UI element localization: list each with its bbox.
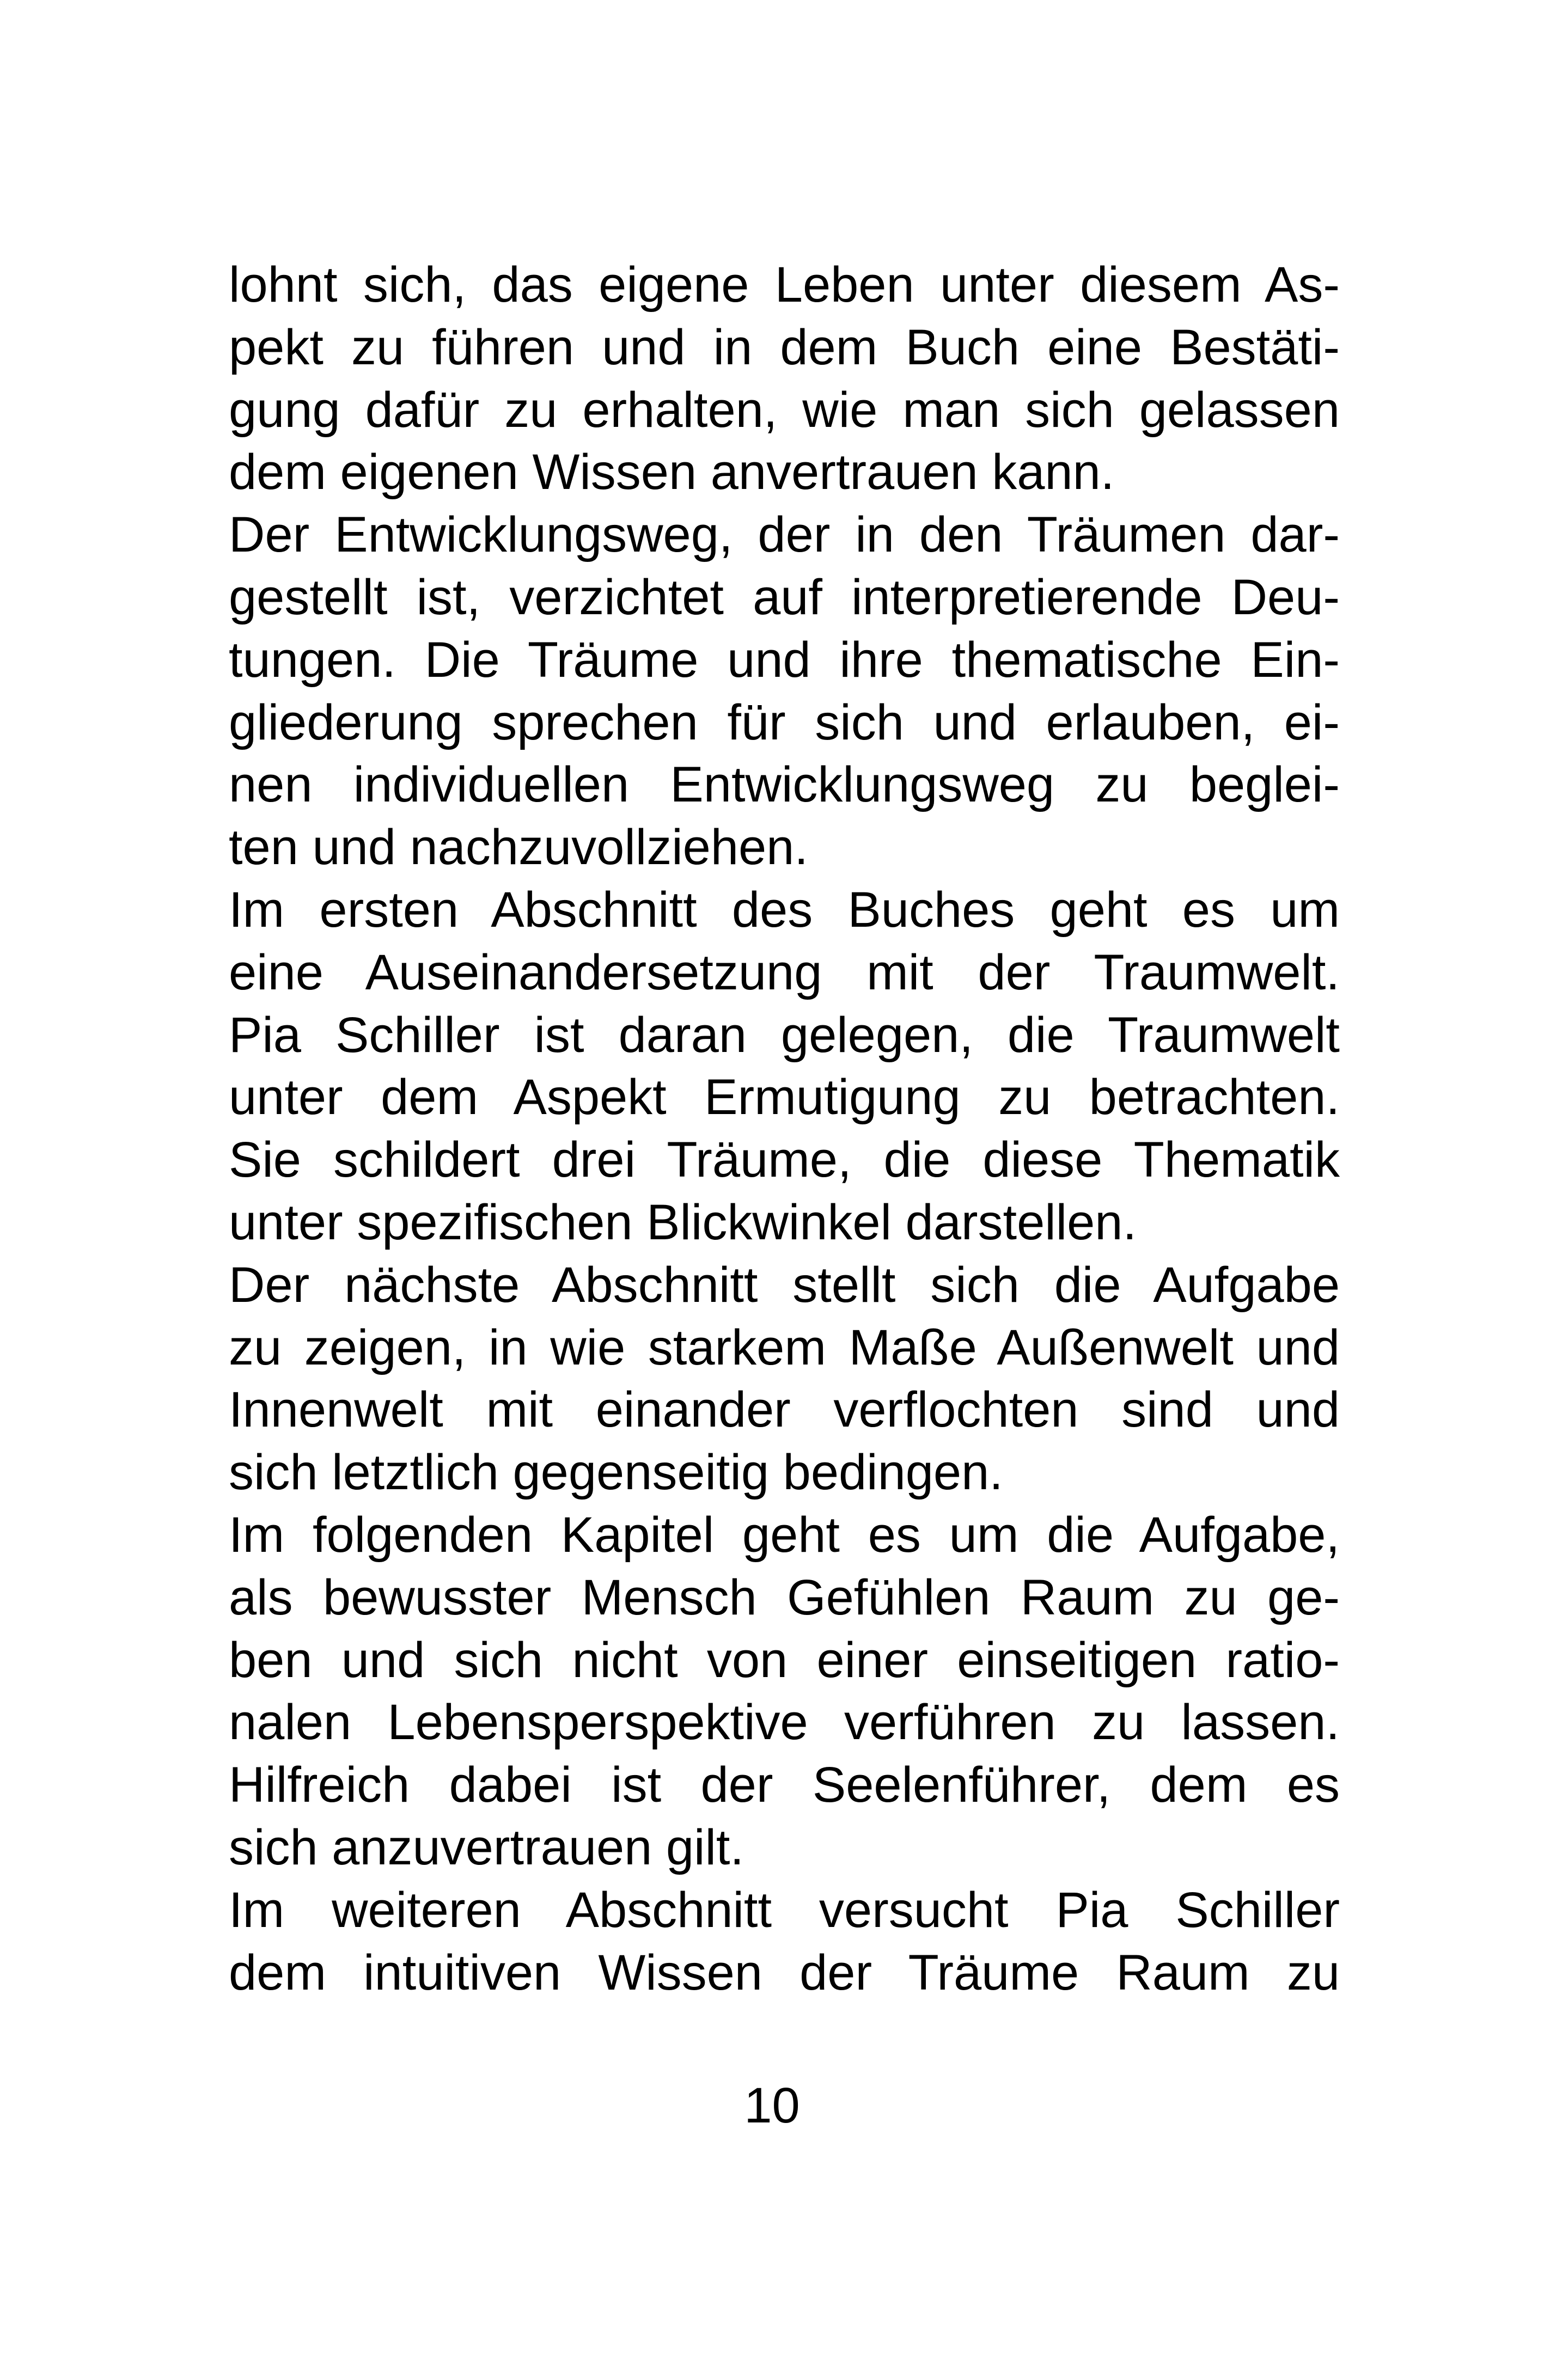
page-number: 10 [744, 2078, 800, 2133]
text-line: sich letztlich gegenseitig bedingen. [229, 1445, 1003, 1501]
text-line: als bewusster Mensch Gefühlen Raum zu ge- [229, 1569, 1340, 1625]
text-line: unter dem Aspekt Ermutigung zu betrachten. [229, 1069, 1340, 1125]
text-line: lohnt sich, das eigene Leben unter diesem As- [229, 257, 1340, 313]
paragraph [229, 1254, 1340, 1504]
paragraph [229, 504, 1340, 879]
text-line: unter spezifischen Blickwinkel darstellen. [229, 1194, 1137, 1250]
text-line: Sie schildert drei Träume, die diese Thematik [229, 1132, 1340, 1188]
paragraph [229, 254, 1340, 504]
text-line: ten und nachzuvollziehen. [229, 819, 808, 876]
text-line: gliederung sprechen für sich und erlauben, ei- [229, 694, 1340, 750]
text-line: Der nächste Abschnitt stellt sich die Aufgabe [229, 1257, 1340, 1313]
text-line: nen individuellen Entwicklungsweg zu beglei- [229, 757, 1340, 813]
text-line: Im folgenden Kapitel geht es um die Aufgabe, [229, 1507, 1340, 1563]
paragraph [229, 1504, 1340, 1879]
text-line: zu zeigen, in wie starkem Maße Außenwelt und [229, 1319, 1340, 1375]
text-line: Der Entwicklungsweg, der in den Träumen dar- [229, 507, 1340, 563]
text-line: pekt zu führen und in dem Buch eine Bestäti- [229, 319, 1340, 375]
text-line: tungen. Die Träume und ihre thematische Ein- [229, 632, 1340, 688]
text-line: Hilfreich dabei ist der Seelenführer, dem es [229, 1757, 1340, 1813]
paragraph [229, 879, 1340, 1254]
text-line: dem eigenen Wissen anvertrauen kann. [229, 444, 1115, 500]
text-line: Im ersten Abschnitt des Buches geht es um [229, 882, 1340, 938]
text-line: sich anzuvertrauen gilt. [229, 1819, 744, 1875]
text-line: gung dafür zu erhalten, wie man sich gelassen [229, 382, 1340, 438]
text-line: Innenwelt mit einander verflochten sind und [229, 1382, 1340, 1438]
text-line: dem intuitiven Wissen der Träume Raum zu [229, 1944, 1340, 2000]
text-line: eine Auseinandersetzung mit der Traumwelt. [229, 944, 1340, 1000]
paragraph [229, 1879, 1340, 2004]
text-line: Pia Schiller ist daran gelegen, die Traumwelt [229, 1007, 1340, 1063]
page-body [229, 254, 1340, 2004]
text-line: gestellt ist, verzichtet auf interpretierende Deu- [229, 569, 1340, 625]
text-line: ben und sich nicht von einer einseitigen ratio- [229, 1632, 1340, 1688]
text-line: Im weiteren Abschnitt versucht Pia Schiller [229, 1882, 1340, 1938]
text-line: nalen Lebensperspektive verführen zu lassen. [229, 1694, 1340, 1751]
